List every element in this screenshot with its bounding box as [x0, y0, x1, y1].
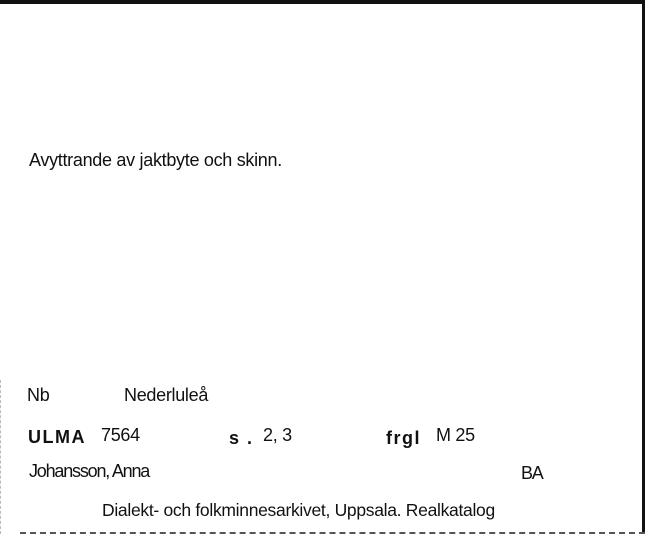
questionnaire-code: M 25	[436, 425, 475, 445]
recorder-initials: BA	[521, 463, 543, 483]
informant-name: Johansson, Anna	[29, 461, 150, 481]
page-numbers: 2, 3	[263, 425, 292, 445]
archive-number: 7564	[101, 425, 140, 445]
page-label: s .	[229, 428, 254, 448]
province-code: Nb	[27, 385, 50, 405]
questionnaire-label: frgl	[386, 428, 421, 448]
card-left-edge	[0, 380, 1, 534]
card-top-edge	[0, 0, 645, 4]
archive-label: ULMA	[28, 427, 86, 447]
parish-name: Nederluleå	[124, 385, 209, 405]
footer-archive: Dialekt- och folkminnesarkivet, Uppsala. Realkatalog	[102, 500, 495, 520]
subject-text: Avyttrande av jaktbyte och skinn.	[29, 150, 282, 170]
